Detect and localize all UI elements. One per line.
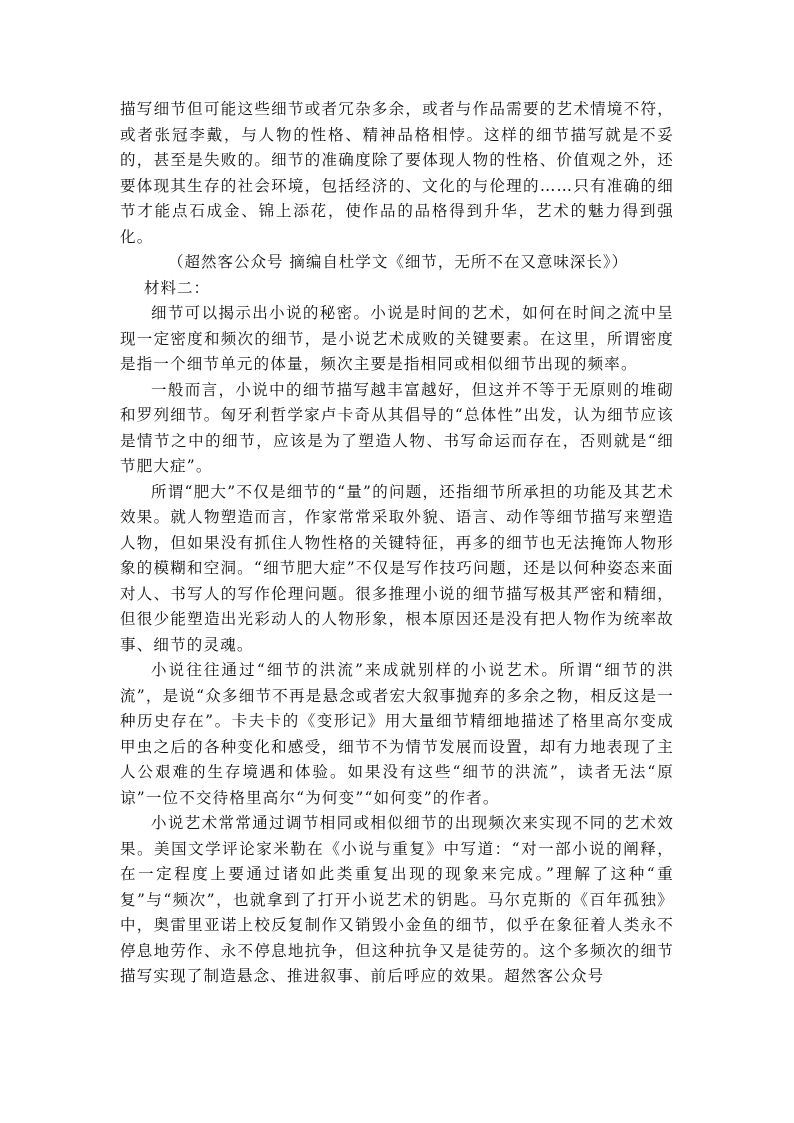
paragraph-5: 小说艺术常常通过调节相同或相似细节的出现频次来实现不同的艺术效果。美国文学评论家米勒在《小说与重复》中写道：“对一部小说的阐释，在一定程度上要通过诸如此类重复出现的现象来完成。”理解了这种“重复”与“频次”，也就拿到了打开小说艺术的钥匙。马尔克斯的《百年孤独》中，奥雷里亚诺上校反复制作又销毁小金鱼的细节，似乎在象征着人类永不停息地劳作、永不停息地抗争，但这种抗争又是徒劳的。这个多频次的细节描写实现了制造悬念、推进叙事、前后呼应的效果。超然客公众号	[120, 814, 674, 985]
source-citation: （超然客公众号 摘编自杜学文《细节，无所不在又意味深长》）	[168, 253, 629, 271]
paragraph-3: 所谓“肥大”不仅是细节的“量”的问题，还指细节所承担的功能及其艺术效果。就人物塑造而言，作家常常采取外貌、语言、动作等细节描写来塑造人物，但如果没有抓住人物性格的关键特征，再多的细节也无法掩饰人物形象的模糊和空洞。“细节肥大症”不仅是写作技巧问题，还是以何种姿态来面对人、书写人的写作伦理问题。很多推理小说的细节描写极其严密和精细，但很少能塑造出光彩动人的人物形象，根本原因还是没有把人物作为统率故事、细节的灵魂。	[120, 482, 674, 654]
paragraph-4: 小说往往通过“细节的洪流”来成就别样的小说艺术。所谓“细节的洪流”，是说“众多细节不再是悬念或者宏大叙事抛弃的多余之物，相反这是一种历史存在”。卡夫卡的《变形记》用大量细节精细地描述了格里高尔变成甲虫之后的各种变化和感受，细节不为情节发展而设置，却有力地表现了主人公艰难的生存境遇和体验。如果没有这些“细节的洪流”，读者无法“原谅”一位不交待格里高尔“为何变”“如何变”的作者。	[120, 661, 674, 807]
paragraph-1: 细节可以揭示出小说的秘密。小说是时间的艺术，如何在时间之流中呈现一定密度和频次的细节，是小说艺术成败的关键要素。在这里，所谓密度是指一个细节单元的体量，频次主要是指相同或相似细节出现的频率。	[120, 304, 674, 373]
paragraph-2: 一般而言，小说中的细节描写越丰富越好，但这并不等于无原则的堆砌和罗列细节。匈牙利哲学家卢卡奇从其倡导的“总体性”出发，认为细节应该是情节之中的细节，应该是为了塑造人物、书写命运而存在，否则就是“细节肥大症”。	[120, 380, 674, 475]
material-two-heading: 材料二：	[144, 278, 211, 297]
document-page	[120, 97, 674, 990]
paragraph-continued: 描写细节但可能这些细节或者冗杂多余，或者与作品需要的艺术情境不符，或者张冠李戴，与人物的性格、精神品格相悖。这样的细节描写就是不妥的，甚至是失败的。细节的准确度除了要体现人物的性格、价值观之外，还要体现其生存的社会环境，包括经济的、文化的与伦理的……只有准确的细节才能点石成金、锦上添花，使作品的品格得到升华，艺术的魅力得到强化。	[120, 100, 674, 246]
